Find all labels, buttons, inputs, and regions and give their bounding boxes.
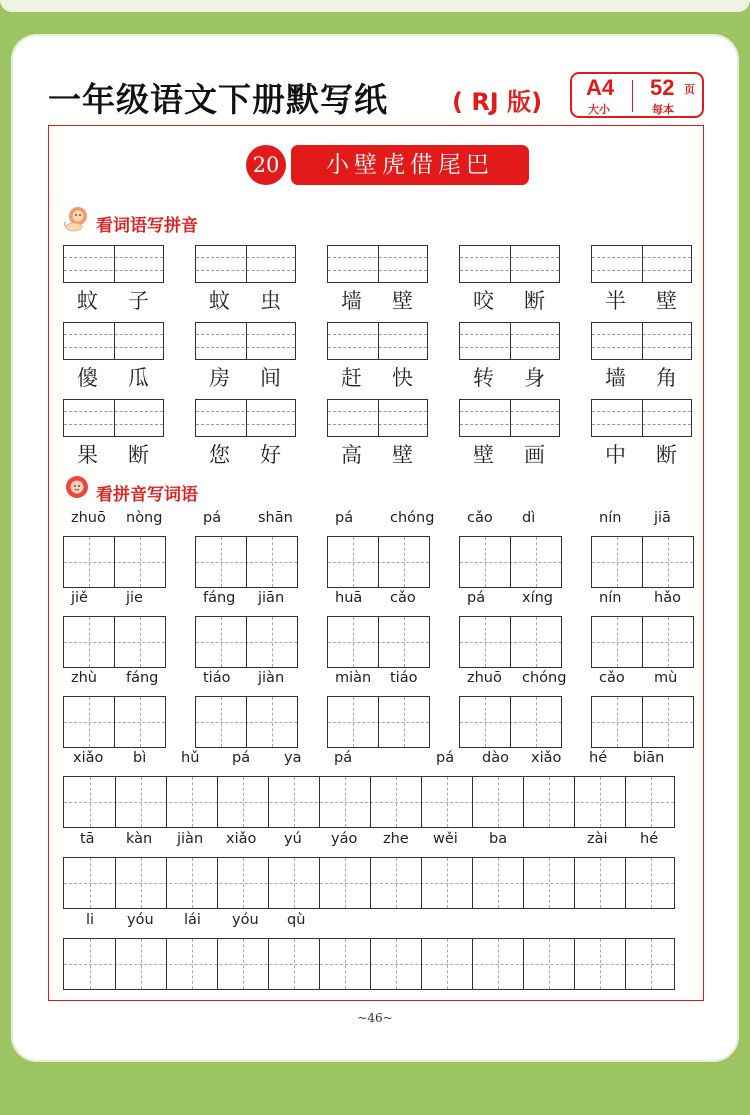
paper-info-badge xyxy=(570,72,704,118)
sentence-writing-row[interactable] xyxy=(63,938,675,990)
cell-divider xyxy=(319,939,320,989)
cell-divider xyxy=(246,400,247,436)
guide-line xyxy=(447,858,448,908)
word-char: 傻 xyxy=(77,366,98,390)
word-char: 角 xyxy=(656,366,677,390)
guide-line xyxy=(651,858,652,908)
pinyin-syllable: miàn xyxy=(335,670,372,686)
cell-divider xyxy=(574,939,575,989)
word-char: 您 xyxy=(209,443,230,467)
guide-line xyxy=(345,939,346,989)
cell-divider xyxy=(510,400,511,436)
pinyin-syllable: yú xyxy=(284,831,302,847)
cell-divider xyxy=(370,777,371,827)
guide-line xyxy=(600,939,601,989)
section-heading-write-pinyin: 看词语写拼音 xyxy=(96,216,198,236)
cell-divider xyxy=(246,697,247,747)
page-title: 一年级语文下册默写纸 xyxy=(48,80,388,119)
cell-divider xyxy=(421,777,422,827)
word-char: 断 xyxy=(656,443,677,467)
cell-divider xyxy=(114,400,115,436)
cell-divider xyxy=(378,617,379,667)
pinyin-syllable: ya xyxy=(284,750,302,766)
guide-line xyxy=(617,537,618,587)
word-char: 转 xyxy=(473,366,494,390)
guide-line xyxy=(498,939,499,989)
pinyin-syllable: shān xyxy=(258,510,293,526)
pinyin-syllable: jiàn xyxy=(258,670,285,686)
cell-divider xyxy=(510,246,511,282)
pinyin-syllable: mù xyxy=(654,670,678,686)
cell-divider xyxy=(246,246,247,282)
guide-line xyxy=(90,939,91,989)
cell-divider xyxy=(115,777,116,827)
cell-divider xyxy=(268,858,269,908)
pinyin-syllable: hǔ xyxy=(181,750,200,766)
page-count-note: 每本 xyxy=(652,103,674,116)
pinyin-syllable: tiáo xyxy=(390,670,418,686)
character-writing-box[interactable] xyxy=(195,616,298,668)
guide-line xyxy=(221,617,222,667)
character-writing-box[interactable] xyxy=(591,696,694,748)
guide-line xyxy=(396,939,397,989)
guide-line xyxy=(140,617,141,667)
character-writing-box[interactable] xyxy=(459,616,562,668)
pinyin-syllable: biān xyxy=(633,750,665,766)
cell-divider xyxy=(114,323,115,359)
guide-line xyxy=(294,939,295,989)
pinyin-syllable: chóng xyxy=(522,670,567,686)
cell-divider xyxy=(268,777,269,827)
cell-divider xyxy=(370,939,371,989)
pinyin-syllable: fáng xyxy=(126,670,159,686)
cell-divider xyxy=(114,617,115,667)
sentence-writing-row[interactable] xyxy=(63,776,675,828)
cell-divider xyxy=(378,323,379,359)
cell-divider xyxy=(166,777,167,827)
word-char: 快 xyxy=(392,366,413,390)
character-writing-box[interactable] xyxy=(327,696,430,748)
guide-line xyxy=(90,777,91,827)
page-count-unit: 页 xyxy=(684,83,695,96)
cell-divider xyxy=(523,939,524,989)
pinyin-answer-box[interactable] xyxy=(327,245,428,283)
pinyin-syllable: jie xyxy=(126,590,143,606)
pinyin-answer-box[interactable] xyxy=(327,322,428,360)
edition-label: ( RJ 版) xyxy=(452,88,543,116)
pinyin-syllable: nín xyxy=(599,590,622,606)
character-writing-box[interactable] xyxy=(63,696,166,748)
top-strip xyxy=(0,0,750,12)
pinyin-answer-box[interactable] xyxy=(459,399,560,437)
pinyin-syllable: yáo xyxy=(331,831,358,847)
pinyin-answer-box[interactable] xyxy=(63,322,164,360)
guide-line xyxy=(272,697,273,747)
word-char: 咬 xyxy=(473,289,494,313)
character-writing-box[interactable] xyxy=(591,616,694,668)
guide-line xyxy=(64,883,674,884)
pinyin-syllable: pá xyxy=(467,590,486,606)
guide-line xyxy=(140,697,141,747)
cell-divider xyxy=(115,858,116,908)
cell-divider xyxy=(510,697,511,747)
guide-line xyxy=(549,939,550,989)
pinyin-syllable: tā xyxy=(80,831,95,847)
pinyin-syllable: chóng xyxy=(390,510,435,526)
character-writing-box[interactable] xyxy=(327,536,430,588)
cell-divider xyxy=(642,400,643,436)
guide-line xyxy=(272,537,273,587)
character-writing-box[interactable] xyxy=(459,536,562,588)
guide-line xyxy=(243,939,244,989)
guide-line xyxy=(536,697,537,747)
guide-line xyxy=(89,537,90,587)
cell-divider xyxy=(510,323,511,359)
guide-line xyxy=(89,617,90,667)
pinyin-syllable: li xyxy=(86,912,95,928)
guide-line xyxy=(89,697,90,747)
pinyin-syllable: bì xyxy=(133,750,147,766)
pinyin-syllable: pá xyxy=(232,750,251,766)
character-writing-box[interactable] xyxy=(63,616,166,668)
word-char: 果 xyxy=(77,443,98,467)
guide-line xyxy=(668,697,669,747)
word-char: 壁 xyxy=(392,289,413,313)
pinyin-syllable: zhù xyxy=(71,670,97,686)
cell-divider xyxy=(472,858,473,908)
pinyin-answer-box[interactable] xyxy=(195,322,296,360)
pinyin-answer-box[interactable] xyxy=(459,322,560,360)
pinyin-syllable: xiǎo xyxy=(531,750,562,766)
cell-divider xyxy=(166,939,167,989)
guide-line xyxy=(404,697,405,747)
pinyin-answer-box[interactable] xyxy=(63,399,164,437)
cell-divider xyxy=(378,246,379,282)
cell-divider xyxy=(421,858,422,908)
cell-divider xyxy=(625,939,626,989)
guide-line xyxy=(141,777,142,827)
cell-divider xyxy=(370,858,371,908)
cell-divider xyxy=(217,858,218,908)
guide-line xyxy=(243,858,244,908)
guide-line xyxy=(651,939,652,989)
guide-line xyxy=(617,617,618,667)
guide-line xyxy=(404,537,405,587)
character-writing-box[interactable] xyxy=(591,536,694,588)
guide-line xyxy=(140,537,141,587)
guide-line xyxy=(141,939,142,989)
lion-icon xyxy=(62,205,92,233)
guide-line xyxy=(294,858,295,908)
word-char: 断 xyxy=(128,443,149,467)
pinyin-syllable: hǎo xyxy=(654,590,681,606)
pinyin-syllable: xiǎo xyxy=(226,831,257,847)
guide-line xyxy=(192,777,193,827)
pinyin-syllable: huā xyxy=(335,590,363,606)
word-char: 断 xyxy=(524,289,545,313)
guide-line xyxy=(447,939,448,989)
guide-line xyxy=(498,858,499,908)
guide-line xyxy=(549,858,550,908)
cell-divider xyxy=(217,777,218,827)
guide-line xyxy=(600,777,601,827)
pinyin-answer-box[interactable] xyxy=(63,245,164,283)
guide-line xyxy=(353,697,354,747)
cell-divider xyxy=(246,323,247,359)
word-char: 间 xyxy=(260,366,281,390)
cell-divider xyxy=(574,777,575,827)
pinyin-syllable: zhuō xyxy=(467,670,502,686)
word-char: 画 xyxy=(524,443,545,467)
guide-line xyxy=(272,617,273,667)
word-char: 壁 xyxy=(473,443,494,467)
pinyin-syllable: jiàn xyxy=(177,831,204,847)
cell-divider xyxy=(114,697,115,747)
pinyin-syllable: dì xyxy=(522,510,536,526)
word-char: 房 xyxy=(209,366,230,390)
cell-divider xyxy=(217,939,218,989)
word-char: 赶 xyxy=(341,366,362,390)
word-char: 墙 xyxy=(341,289,362,313)
pinyin-syllable: zhuō xyxy=(71,510,106,526)
word-char: 蚊 xyxy=(77,289,98,313)
guide-line xyxy=(668,617,669,667)
cell-divider xyxy=(166,858,167,908)
word-char: 高 xyxy=(341,443,362,467)
character-writing-box[interactable] xyxy=(327,616,430,668)
pinyin-syllable: yóu xyxy=(232,912,259,928)
pinyin-syllable: xíng xyxy=(522,590,554,606)
pinyin-syllable: jiān xyxy=(258,590,285,606)
character-writing-box[interactable] xyxy=(195,696,298,748)
character-writing-box[interactable] xyxy=(195,536,298,588)
cell-divider xyxy=(114,537,115,587)
guide-line xyxy=(64,964,674,965)
pinyin-answer-box[interactable] xyxy=(591,399,692,437)
word-char: 虫 xyxy=(260,289,281,313)
guide-line xyxy=(447,777,448,827)
lion-icon xyxy=(62,474,92,502)
guide-line xyxy=(353,617,354,667)
guide-line xyxy=(600,858,601,908)
guide-line xyxy=(668,537,669,587)
guide-line xyxy=(243,777,244,827)
word-char: 身 xyxy=(524,366,545,390)
guide-line xyxy=(90,858,91,908)
pinyin-syllable: dào xyxy=(482,750,509,766)
word-char: 蚊 xyxy=(209,289,230,313)
cell-divider xyxy=(523,858,524,908)
guide-line xyxy=(221,697,222,747)
section-heading-write-words: 看拼音写词语 xyxy=(96,485,198,505)
guide-line xyxy=(221,537,222,587)
pinyin-syllable: nín xyxy=(599,510,622,526)
cell-divider xyxy=(642,323,643,359)
pinyin-syllable: pá xyxy=(436,750,455,766)
cell-divider xyxy=(472,777,473,827)
cell-divider xyxy=(421,939,422,989)
guide-line xyxy=(485,537,486,587)
pinyin-syllable: yóu xyxy=(127,912,154,928)
cell-divider xyxy=(246,537,247,587)
pinyin-syllable: pá xyxy=(334,750,353,766)
cell-divider xyxy=(574,858,575,908)
cell-divider xyxy=(114,246,115,282)
cell-divider xyxy=(378,537,379,587)
guide-line xyxy=(617,697,618,747)
guide-line xyxy=(141,858,142,908)
guide-line xyxy=(498,777,499,827)
pinyin-syllable: pá xyxy=(203,510,222,526)
paper-size: A4 xyxy=(586,75,615,100)
cell-divider xyxy=(115,939,116,989)
word-char: 壁 xyxy=(392,443,413,467)
cell-divider xyxy=(642,537,643,587)
pinyin-answer-box[interactable] xyxy=(195,399,296,437)
guide-line xyxy=(294,777,295,827)
pinyin-syllable: hé xyxy=(640,831,659,847)
cell-divider xyxy=(246,617,247,667)
pinyin-syllable: pá xyxy=(335,510,354,526)
pinyin-syllable: cǎo xyxy=(599,670,625,686)
pinyin-syllable: kàn xyxy=(126,831,153,847)
pinyin-syllable: fáng xyxy=(203,590,236,606)
guide-line xyxy=(485,697,486,747)
guide-line xyxy=(345,777,346,827)
cell-divider xyxy=(472,939,473,989)
word-char: 中 xyxy=(605,443,626,467)
guide-line xyxy=(485,617,486,667)
character-writing-box[interactable] xyxy=(63,536,166,588)
word-char: 子 xyxy=(128,289,149,313)
lesson-number: 20 xyxy=(246,145,286,185)
lesson-title: 小壁虎借尾巴 xyxy=(291,145,529,185)
guide-line xyxy=(651,777,652,827)
pinyin-syllable: lái xyxy=(184,912,201,928)
cell-divider xyxy=(268,939,269,989)
pinyin-syllable: zài xyxy=(587,831,608,847)
guide-line xyxy=(549,777,550,827)
guide-line xyxy=(396,858,397,908)
cell-divider xyxy=(642,697,643,747)
cell-divider xyxy=(642,246,643,282)
pinyin-syllable: ba xyxy=(489,831,508,847)
cell-divider xyxy=(625,777,626,827)
pinyin-answer-box[interactable] xyxy=(327,399,428,437)
pinyin-syllable: cǎo xyxy=(390,590,416,606)
guide-line xyxy=(345,858,346,908)
pinyin-syllable: wěi xyxy=(433,831,458,847)
pinyin-syllable: jiě xyxy=(71,590,88,606)
cell-divider xyxy=(319,858,320,908)
pinyin-answer-box[interactable] xyxy=(195,245,296,283)
pinyin-answer-box[interactable] xyxy=(459,245,560,283)
word-char: 墙 xyxy=(605,366,626,390)
guide-line xyxy=(192,858,193,908)
guide-line xyxy=(192,939,193,989)
guide-line xyxy=(536,617,537,667)
pinyin-answer-box[interactable] xyxy=(591,245,692,283)
cell-divider xyxy=(523,777,524,827)
word-char: 壁 xyxy=(656,289,677,313)
word-char: 半 xyxy=(605,289,626,313)
word-char: 瓜 xyxy=(128,366,149,390)
character-writing-box[interactable] xyxy=(459,696,562,748)
pinyin-syllable: jiā xyxy=(654,510,671,526)
word-char: 好 xyxy=(260,443,281,467)
guide-line xyxy=(64,802,674,803)
cell-divider xyxy=(510,617,511,667)
cell-divider xyxy=(378,400,379,436)
pinyin-syllable: xiǎo xyxy=(73,750,104,766)
cell-divider xyxy=(642,617,643,667)
pinyin-syllable: cǎo xyxy=(467,510,493,526)
page-number: ~46~ xyxy=(357,1011,393,1025)
cell-divider xyxy=(510,537,511,587)
cell-divider xyxy=(378,697,379,747)
pinyin-syllable: zhe xyxy=(383,831,409,847)
guide-line xyxy=(404,617,405,667)
cell-divider xyxy=(319,777,320,827)
cell-divider xyxy=(625,858,626,908)
sentence-writing-row[interactable] xyxy=(63,857,675,909)
badge-divider xyxy=(632,80,633,112)
guide-line xyxy=(353,537,354,587)
pinyin-syllable: nòng xyxy=(126,510,163,526)
pinyin-answer-box[interactable] xyxy=(591,322,692,360)
paper-size-note: 大小 xyxy=(588,103,610,116)
guide-line xyxy=(396,777,397,827)
pinyin-syllable: qù xyxy=(287,912,306,928)
guide-line xyxy=(536,537,537,587)
pinyin-syllable: hé xyxy=(589,750,608,766)
page-count: 52 xyxy=(650,75,675,100)
pinyin-syllable: tiáo xyxy=(203,670,231,686)
